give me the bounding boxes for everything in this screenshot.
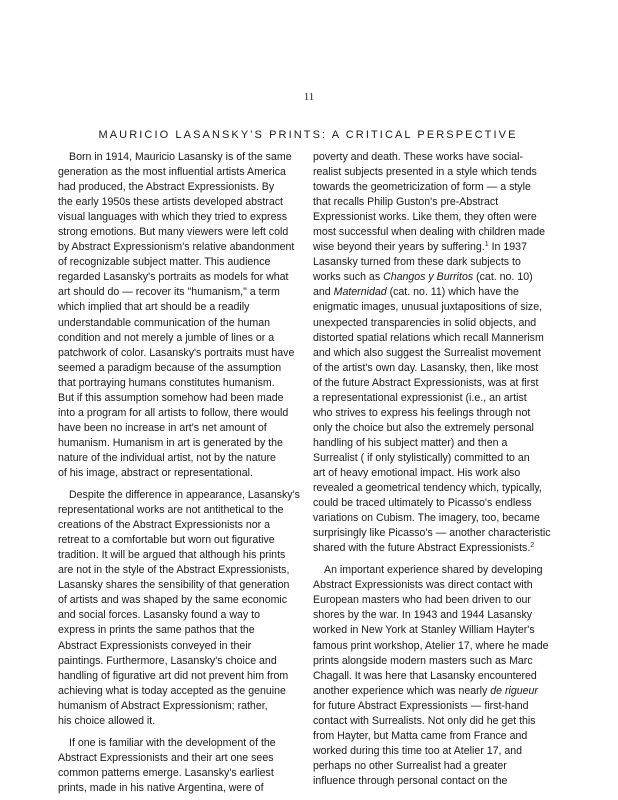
text-line: have been no increase in art's net amount of	[58, 421, 267, 434]
text-line: by Abstract Expressionism's relative abandonment	[58, 241, 295, 254]
text-line: and which also suggest the Surrealist movement	[313, 346, 541, 359]
text-line: retreat to a comfortable but worn out figurative	[58, 534, 275, 547]
text-line: representational works are not antithetical to the	[58, 504, 284, 517]
text-line: Born in 1914, Mauricio Lasansky is of the same	[69, 151, 292, 163]
right-column	[313, 150, 563, 789]
text-line: generation as the most influential artists America	[58, 166, 286, 179]
text-line: who strives to express his feelings through not	[313, 406, 531, 419]
text-line: distorted spatial relations which recall Mannerism	[313, 331, 544, 344]
text-line	[313, 541, 563, 556]
text-line: prints, made in his native Argentina, were of	[58, 781, 264, 794]
text-line: humanism of Abstract Expressionism; rather,	[58, 699, 268, 712]
line-text: wise beyond their years by suffering.	[313, 241, 485, 254]
text-line: art should do — recover its "humanism," a term	[58, 286, 280, 299]
line-text: works such as	[313, 271, 384, 284]
text-line: worked during this time too at Atelier 17, and	[313, 744, 523, 757]
text-line: famous print workshop, Atelier 17, where he made	[313, 639, 549, 652]
left-column	[58, 150, 308, 796]
italic-term: de rigueur	[490, 684, 538, 697]
text-line: influence through personal contact on the	[313, 774, 508, 787]
line-text: another experience which was nearly	[313, 684, 491, 697]
text-line	[313, 240, 563, 255]
text-line: Expressionist works. Like them, they often were	[313, 211, 537, 224]
text-line: revealed a geometrical tendency which, typically,	[313, 482, 542, 495]
text-line: If one is familiar with the development of the	[69, 736, 276, 749]
text-line	[313, 684, 563, 699]
text-line	[313, 270, 563, 285]
text-line	[313, 285, 563, 300]
text-line: handling of his subject matter) and then a	[313, 436, 508, 449]
artwork-title: Changos y Burritos	[383, 271, 474, 284]
text-line: that portraying humans constitutes humanism.	[58, 376, 275, 389]
text-line: handling of figurative art did not prevent him from	[58, 669, 289, 682]
text-line: seemed a paradigm because of the assumption	[58, 361, 282, 374]
text-line: could be traced ultimately to Picasso's endless	[313, 497, 532, 510]
text-line: of artists and was shaped by the same economic	[58, 594, 288, 607]
text-line: visual languages with which they tried to express	[58, 211, 288, 224]
text-line: surprisingly like Picasso's — another characteristic	[313, 527, 551, 540]
text-line: Abstract Expressionists and their art one sees	[58, 751, 274, 764]
text-line: Despite the difference in appearance, Lasansky's	[69, 489, 300, 502]
text-line: from Hayter, but Matta came from France and	[313, 729, 528, 742]
text-line: common patterns emerge. Lasansky's earliest	[58, 766, 274, 779]
text-line: perhaps no other Surrealist had a greater	[313, 759, 507, 772]
text-line: strong emotions. But many viewers were left cold	[58, 226, 289, 239]
text-line: nature of the individual artist, not by the nature	[58, 451, 276, 464]
text-line: variations on Cubism. The imagery, too, became	[313, 512, 540, 525]
text-line: of his image, abstract or representational.	[58, 466, 253, 479]
text-line: But if this assumption somehow had been made	[58, 391, 284, 404]
text-line: paintings. Furthermore, Lasansky's choice and	[58, 654, 277, 667]
text-line: poverty and death. These works have social-	[313, 151, 524, 163]
text-line: worked in New York at Stanley William Hayter's	[313, 624, 535, 637]
text-line: An important experience shared by developing	[324, 564, 543, 577]
text-line: regarded Lasansky's portraits as models for what	[58, 271, 289, 284]
text-line: which implied that art should be a readily	[58, 301, 250, 314]
right-paragraph-1	[313, 150, 563, 556]
text-line: condition and not merely a jumble of lines or a	[58, 331, 275, 344]
text-line: the early 1950s these artists developed abstract	[58, 196, 283, 209]
text-line: towards the geometricization of form — a style	[313, 181, 531, 194]
line-text: and	[313, 286, 334, 299]
text-line: tradition. It will be argued that although his prints	[58, 549, 286, 562]
footnote-marker: 1	[484, 241, 489, 249]
text-line: of the artist's own day. Lasansky, then, like most	[313, 361, 539, 374]
text-line: enigmatic images, unusual juxtapositions of size,	[313, 301, 543, 314]
text-line: his choice allowed it.	[58, 714, 156, 727]
left-paragraph-2	[58, 488, 308, 729]
text-line: into a program for all artists to follow, there would	[58, 406, 289, 419]
text-line: Lasansky turned from these dark subjects to	[313, 256, 521, 269]
text-line: most successful when dealing with children made	[313, 226, 546, 239]
text-line: achieving what is today accepted as the genuine	[58, 684, 286, 697]
text-line: contact with Surrealists. Not only did he get this	[313, 714, 536, 727]
footnote-marker: 2	[530, 542, 535, 550]
right-paragraph-2	[313, 563, 563, 789]
text-line: prints alongside modern masters such as Marc	[313, 654, 533, 667]
text-line: humanism. Humanism in art is generated by the	[58, 436, 283, 449]
text-line: Surrealist ( if only stylistically) committed to an	[313, 451, 530, 464]
line-text: (cat. no. 10)	[473, 271, 533, 284]
text-line: only the choice but also the extremely personal	[313, 421, 534, 434]
line-text: shared with the future Abstract Expressionists.	[313, 542, 531, 555]
text-line: of recognizable subject matter. This audience	[58, 256, 271, 269]
text-line: unexpected transparencies in solid objects, and	[313, 316, 537, 329]
text-line: that recalls Philip Guston's pre-Abstract	[313, 196, 499, 209]
left-paragraph-1	[58, 150, 308, 481]
article-title: MAURICIO LASANSKY'S PRINTS: A CRITICAL PERSPECTIVE	[98, 129, 518, 141]
text-line: and social forces. Lasansky found a way to	[58, 609, 260, 622]
line-text: (cat. no. 11) which have the	[386, 286, 519, 299]
left-paragraph-3	[58, 736, 308, 796]
text-line: art of heavy emotional impact. His work also	[313, 466, 521, 479]
text-line: are not in the style of the Abstract Expressionists,	[58, 564, 290, 577]
text-line: Abstract Expressionists conveyed in their	[58, 639, 252, 652]
text-line: understandable communication of the human	[58, 316, 271, 329]
text-line: creations of the Abstract Expressionists nor a	[58, 519, 270, 532]
text-line: a representational expressionist (i.e., an artist	[313, 391, 527, 404]
text-line: for future Abstract Expressionists — first-hand	[313, 699, 529, 712]
text-line: express in prints the same pathos that the	[58, 624, 255, 637]
text-line: Chagall. It was here that Lasansky encountered	[313, 669, 537, 682]
text-line: shores by the war. In 1943 and 1944 Lasansky	[313, 609, 533, 622]
text-line: European masters who had been driven to our	[313, 594, 531, 607]
line-text: In 1937	[488, 241, 527, 254]
text-line: realist subjects presented in a style which tends	[313, 166, 537, 179]
text-line: had produced, the Abstract Expressionists. By	[58, 181, 275, 194]
page-number: 11	[303, 91, 315, 103]
text-line: patchwork of color. Lasansky's portraits must have	[58, 346, 295, 359]
text-line: Lasansky shares the sensibility of that generation	[58, 579, 290, 592]
text-line: of the future Abstract Expressionists, was at first	[313, 376, 539, 389]
text-line: Abstract Expressionists was direct contact with	[313, 579, 533, 592]
artwork-title: Maternidad	[333, 286, 387, 299]
